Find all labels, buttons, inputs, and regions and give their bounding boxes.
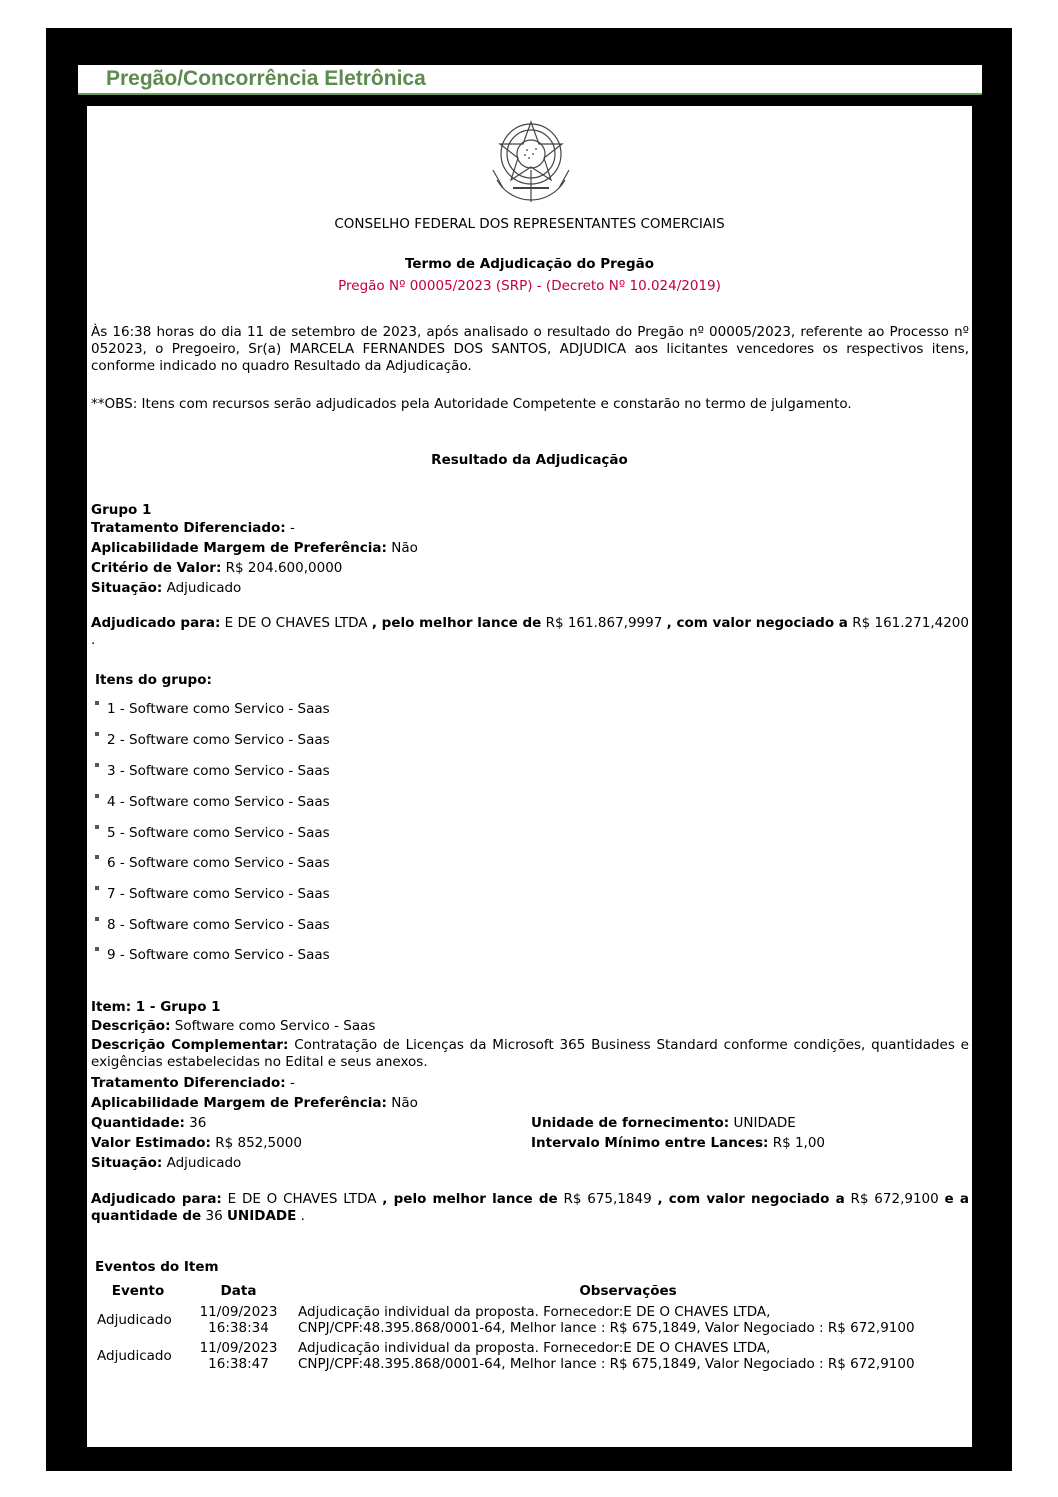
column-header-evento: Evento — [111, 1283, 165, 1299]
group-adjudicado-para: Adjudicado para: E DE O CHAVES LTDA , pelo melhor lance de R$ 161.867,9997 , com valor negociado a R$ 161.271,4200 . — [91, 615, 969, 648]
bullet-icon — [95, 825, 99, 829]
item-adjudicado-para: Adjudicado para: E DE O CHAVES LTDA , pelo melhor lance de R$ 675,1849 , com valor negociado a R$ 672,9100 e a quantidade de 36 UNIDADE . — [91, 1191, 969, 1224]
item-valor-estimado: Valor Estimado: R$ 852,5000 — [91, 1135, 302, 1151]
group-tratamento: Tratamento Diferenciado: - — [91, 520, 295, 536]
list-item: 3 - Software como Servico - Saas — [95, 762, 330, 780]
list-item: 9 - Software como Servico - Saas — [95, 946, 330, 964]
header-bar — [78, 65, 982, 95]
document-title: Termo de Adjudicação do Pregão — [404, 256, 655, 272]
item-quantidade: Quantidade: 36 — [91, 1115, 207, 1131]
bullet-icon — [95, 732, 99, 736]
organization-name: CONSELHO FEDERAL DOS REPRESENTANTES COMERCIAIS — [334, 216, 725, 232]
list-item: 5 - Software como Servico - Saas — [95, 824, 330, 842]
events-table — [91, 1280, 964, 1374]
table-header-row — [91, 1280, 964, 1302]
item-tratamento: Tratamento Diferenciado: - — [91, 1075, 295, 1091]
event-date: 11/09/2023 16:38:47 — [199, 1340, 278, 1372]
event-type: Adjudicado — [97, 1348, 172, 1364]
bullet-icon — [95, 794, 99, 798]
group-margem: Aplicabilidade Margem de Preferência: Não — [91, 540, 418, 556]
event-date: 11/09/2023 16:38:34 — [199, 1304, 278, 1336]
list-item: 4 - Software como Servico - Saas — [95, 793, 330, 811]
item-title: Item: 1 - Grupo 1 — [91, 999, 221, 1015]
bullet-icon — [95, 763, 99, 767]
table-row — [91, 1338, 964, 1374]
document-subtitle: Pregão Nº 00005/2023 (SRP) - (Decreto Nº 10.024/2019) — [338, 278, 721, 294]
column-header-data: Data — [220, 1283, 257, 1299]
list-item: 1 - Software como Servico - Saas — [95, 700, 330, 718]
result-heading: Resultado da Adjudicação — [431, 452, 628, 468]
column-header-observacoes: Observações — [579, 1283, 677, 1299]
bullet-icon — [95, 886, 99, 890]
header-title: Pregão/Concorrência Eletrônica — [106, 67, 426, 90]
events-heading: Eventos do Item — [95, 1259, 219, 1275]
intro-paragraph: Às 16:38 horas do dia 11 de setembro de 2023, após analisado o resultado do Pregão nº 00005/2023, referente ao Processo nº 052023, o Pregoeiro, Sr(a) MARCELA FERNANDES DOS SANTOS, ADJUDICA aos licitantes vencedores os respectivos itens, conforme indicado no quadro Resultado da Adjudicação. — [91, 324, 969, 374]
group-items-heading: Itens do grupo: — [95, 672, 212, 688]
item-intervalo: Intervalo Mínimo entre Lances: R$ 1,00 — [531, 1135, 826, 1151]
item-margem: Aplicabilidade Margem de Preferência: Não — [91, 1095, 418, 1111]
item-descricao-complementar: Descrição Complementar: Contratação de Licenças da Microsoft 365 Business Standard conforme condições, quantidades e exigências estabelecidas no Edital e seus anexos. — [91, 1037, 969, 1070]
brazil-coat-of-arms-icon — [483, 110, 579, 206]
bullet-icon — [95, 855, 99, 859]
bullet-icon — [95, 701, 99, 705]
bullet-icon — [95, 917, 99, 921]
event-type: Adjudicado — [97, 1312, 172, 1328]
list-item: 6 - Software como Servico - Saas — [95, 854, 330, 872]
table-row — [91, 1302, 964, 1338]
group-title: Grupo 1 — [91, 502, 152, 518]
list-item: 2 - Software como Servico - Saas — [95, 731, 330, 749]
item-unidade: Unidade de fornecimento: UNIDADE — [531, 1115, 796, 1131]
list-item: 8 - Software como Servico - Saas — [95, 916, 330, 934]
bullet-icon — [95, 947, 99, 951]
event-observation: Adjudicação individual da proposta. Fornecedor:E DE O CHAVES LTDA, CNPJ/CPF:48.395.868/0001-64, Melhor lance : R$ 675,1849, Valor Negociado : R$ 672,9100 — [298, 1304, 915, 1336]
obs-note: **OBS: Itens com recursos serão adjudicados pela Autoridade Competente e constarão no termo de julgamento. — [91, 396, 852, 412]
group-situacao: Situação: Adjudicado — [91, 580, 242, 596]
event-observation: Adjudicação individual da proposta. Fornecedor:E DE O CHAVES LTDA, CNPJ/CPF:48.395.868/0001-64, Melhor lance : R$ 675,1849, Valor Negociado : R$ 672,9100 — [298, 1340, 915, 1372]
document-content — [87, 106, 972, 1447]
item-descricao: Descrição: Software como Servico - Saas — [91, 1018, 376, 1034]
item-situacao: Situação: Adjudicado — [91, 1155, 242, 1171]
group-criterio: Critério de Valor: R$ 204.600,0000 — [91, 560, 343, 576]
list-item: 7 - Software como Servico - Saas — [95, 885, 330, 903]
